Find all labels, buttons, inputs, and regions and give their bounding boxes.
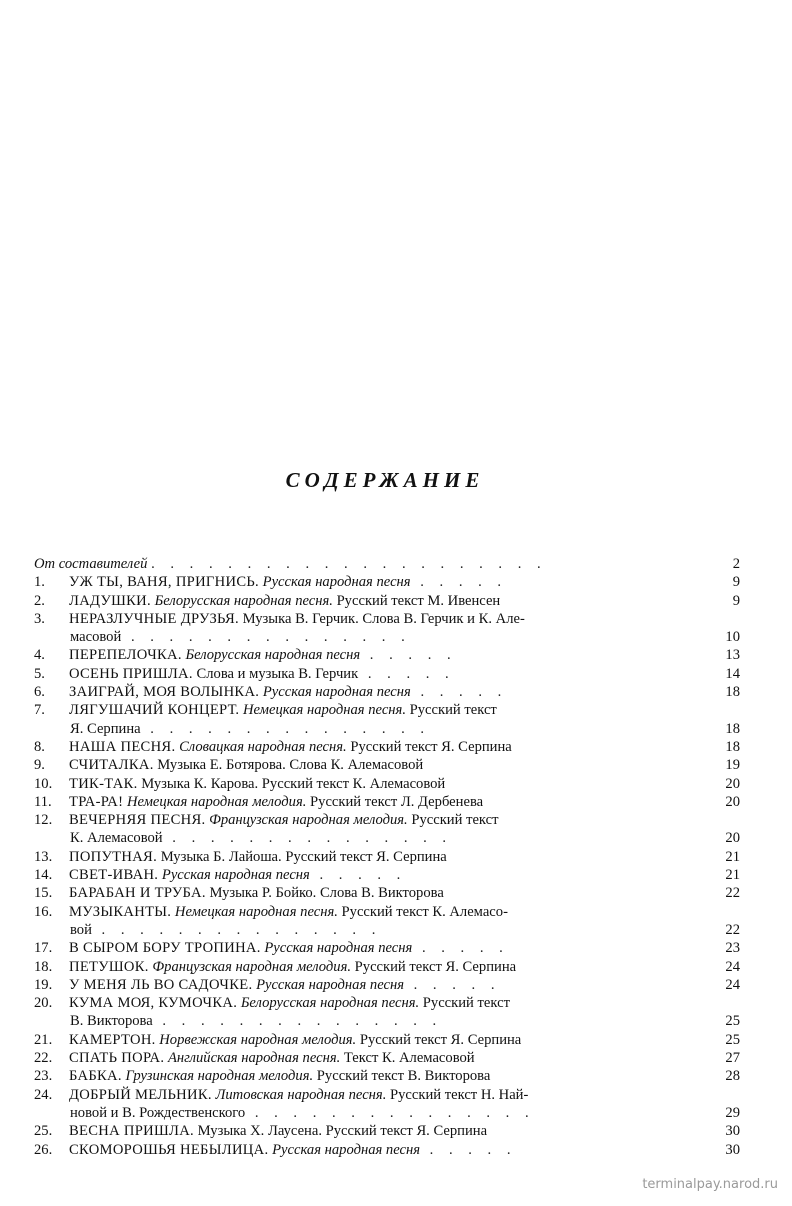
toc-entry [34, 1031, 740, 1049]
toc-entry-title: МУЗЫКАНТЫ. [69, 903, 172, 920]
toc-entry-number: 12. [34, 812, 53, 829]
toc-entry-description: Музыка Х. Лаусена. Русский текст Я. Серпина [197, 1123, 488, 1140]
toc-entry-description: Немецкая народная песня. Русский текст К. Алемасо- [174, 903, 508, 920]
toc-entry-number: 16. [34, 903, 53, 920]
toc-entry-title: ВЕЧЕРНЯЯ ПЕСНЯ. [69, 812, 206, 829]
toc-entry-number: 13. [34, 848, 53, 865]
page-title: СОДЕРЖАНИЕ [285, 468, 485, 492]
toc-entry-title: ОСЕНЬ ПРИШЛА. [69, 665, 193, 682]
toc-entry-description: Белорусская народная песня. Русский текст М. Ивенсен [154, 592, 501, 609]
toc-entry-number: 4. [34, 647, 45, 664]
toc-entry-number: 2. [34, 592, 45, 609]
toc-page-number: 24 [725, 958, 740, 975]
toc-entry [34, 1049, 740, 1067]
toc-entry-title: ТИК-ТАК. [69, 775, 138, 792]
toc-entry [34, 1141, 740, 1159]
dot-leader: . . . . . [410, 684, 508, 701]
toc-page-number: 19 [725, 757, 740, 774]
toc-entry-number: 19. [34, 976, 53, 993]
dot-leader: . . . . . [309, 867, 407, 884]
toc-entry-continuation: вой [70, 921, 92, 938]
toc-entry [34, 793, 740, 811]
toc-entry [34, 775, 740, 793]
toc-entry-description: Английская народная песня. Текст К. Алемасовой [167, 1050, 475, 1067]
toc-entry-continuation: К. Алемасовой [70, 830, 163, 847]
toc-entry-number: 22. [34, 1050, 53, 1067]
watermark: terminalpay.narod.ru [642, 1177, 778, 1192]
toc-entry-description: Музыка В. Герчик. Слова В. Герчик и К. Але- [242, 610, 525, 627]
toc-entry [34, 610, 740, 647]
toc-entry-description: Французская народная мелодия. Русский текст [209, 812, 499, 829]
dot-leader: . . . . . [358, 665, 455, 682]
toc-page-number: 9 [732, 592, 740, 609]
toc-page-number: 22 [725, 921, 740, 938]
toc-entry-title: ТРА-РА! [69, 793, 124, 810]
toc-entry-description: Норвежская народная мелодия. Русский текст Я. Серпина [159, 1031, 522, 1048]
toc-entry-description: Музыка Р. Бойко. Слова В. Викторова [209, 885, 444, 902]
toc-page-number: 29 [725, 1104, 740, 1121]
dot-leader: . . . . . . . . . . . . . . . [121, 629, 411, 646]
toc-entry-number: 24. [34, 1086, 53, 1103]
toc-entry-number: 7. [34, 702, 45, 719]
toc-entry-continuation: новой и В. Рождественского [70, 1104, 246, 1121]
toc-intro-entry [34, 555, 740, 573]
toc-entry-number: 11. [34, 793, 52, 810]
toc-entry [34, 592, 740, 610]
toc-page-number: 21 [725, 867, 740, 884]
toc-intro-label: От составителей [34, 556, 148, 572]
toc-entry-description: Грузинская народная мелодия. Русский текст В. Викторова [125, 1068, 491, 1085]
dot-leader: . . . . . . . . . . . . . . . [152, 1013, 443, 1030]
toc-entry-description: Немецкая народная песня. Русский текст [243, 702, 497, 719]
toc-entry [34, 665, 740, 683]
toc-entry [34, 811, 740, 848]
toc-entry-title: СПАТЬ ПОРА. [69, 1050, 165, 1067]
toc-entry [34, 646, 740, 664]
toc-entry-description: Литовская народная песня. Русский текст Н. Най- [215, 1086, 529, 1103]
toc-entry-description: Словацкая народная песня. Русский текст Я. Серпина [179, 738, 512, 755]
toc-entry-continuation: масовой [70, 629, 122, 646]
toc-page-number: 18 [725, 738, 740, 755]
toc-entry-title: НАША ПЕСНЯ. [69, 738, 176, 755]
toc-entry-number: 3. [34, 610, 45, 627]
toc-entry-title: ПЕРЕПЕЛОЧКА. [69, 647, 182, 664]
toc-entry-continuation: В. Викторова [70, 1013, 153, 1030]
toc-entry-description: Музыка К. Карова. Русский текст К. Алемасовой [141, 775, 446, 792]
toc-entry-title: В СЫРОМ БОРУ ТРОПИНА. [69, 940, 261, 957]
toc-entry-title: СЧИТАЛКА. [69, 757, 154, 774]
toc-entry-title: БАБКА. [69, 1068, 122, 1085]
toc-entry-title: У МЕНЯ ЛЬ ВО САДОЧКЕ. [69, 976, 253, 993]
toc-entry [34, 1067, 740, 1085]
dot-leader: . . . . . [412, 940, 509, 957]
toc-page-number: 21 [725, 848, 740, 865]
toc-entry [34, 903, 740, 940]
toc-entry [34, 701, 740, 738]
toc-entry-title: ЛАДУШКИ. [69, 592, 151, 609]
dot-leader: . . . . . . . . . . . . . . . [162, 830, 453, 847]
dot-leader: . . . . . [420, 1141, 517, 1158]
toc-page-number: 27 [725, 1050, 740, 1067]
toc-entry-title: ЛЯГУШАЧИЙ КОНЦЕРТ. [69, 702, 240, 719]
toc-entry-description: Русская народная песня [262, 684, 411, 701]
toc-entry [34, 994, 740, 1031]
toc-page-number: 13 [725, 647, 740, 664]
toc-entry [34, 976, 740, 994]
toc-entry-continuation: Я. Серпина [70, 720, 141, 737]
toc-entry-number: 1. [34, 574, 45, 591]
toc-entry-description: Французская народная мелодия. Русский текст Я. Серпина [152, 958, 517, 975]
toc-entry-number: 25. [34, 1123, 53, 1140]
toc-entry [34, 848, 740, 866]
toc-entry-description: Слова и музыка В. Герчик [196, 665, 359, 682]
toc-page-number: 20 [725, 775, 740, 792]
toc-page-number: 30 [725, 1123, 740, 1140]
toc-entry-title: УЖ ТЫ, ВАНЯ, ПРИГНИСЬ. [69, 574, 259, 591]
toc-entry-number: 6. [34, 684, 45, 701]
toc-entry-number: 15. [34, 885, 53, 902]
toc-entry-number: 23. [34, 1068, 53, 1085]
toc-page-number: 28 [725, 1068, 740, 1085]
toc-entry-description: Музыка Б. Лайоша. Русский текст Я. Серпина [160, 848, 447, 865]
toc-entry-description: Белорусская народная песня [185, 647, 361, 664]
toc-entry-title: ЗАИГРАЙ, МОЯ ВОЛЫНКА. [69, 684, 260, 701]
toc-entry-title: ПЕТУШОК. [69, 958, 149, 975]
toc-entry-title: ВЕСНА ПРИШЛА. [69, 1123, 195, 1140]
dot-leader: . . . . . [360, 647, 457, 664]
toc-entry-title: КАМЕРТОН. [69, 1031, 156, 1048]
toc-page-number: 23 [725, 940, 740, 957]
toc-entry-number: 21. [34, 1031, 53, 1048]
toc-page-number: 18 [725, 684, 740, 701]
dot-leader: . . . . . . . . . . . . . . . [245, 1104, 535, 1121]
toc-page-number: 30 [725, 1141, 740, 1158]
table-of-contents [34, 555, 740, 1159]
toc-page-number: 20 [725, 830, 740, 847]
toc-entry [34, 738, 740, 756]
toc-entry-description: Русская народная песня [161, 867, 310, 884]
toc-entry-title: СКОМОРОШЬЯ НЕБЫЛИЦА. [69, 1141, 269, 1158]
toc-entry [34, 573, 740, 591]
toc-entry [34, 756, 740, 774]
toc-entry [34, 1122, 740, 1140]
toc-entry-number: 17. [34, 940, 53, 957]
toc-entry [34, 683, 740, 701]
toc-page-number: 24 [725, 976, 740, 993]
toc-entry-description: Музыка Е. Ботярова. Слова К. Алемасовой [157, 757, 424, 774]
toc-entry-title: НЕРАЗЛУЧНЫЕ ДРУЗЬЯ. [69, 610, 239, 627]
dot-leader: . . . . . . . . . . . . . . . . . . . . . [151, 556, 547, 572]
dot-leader: . . . . . . . . . . . . . . . [140, 720, 431, 737]
toc-page-number: 25 [725, 1013, 740, 1030]
toc-page-number: 9 [732, 574, 740, 591]
toc-entry-title: ПОПУТНАЯ. [69, 848, 158, 865]
toc-entry-description: Русская народная песня [262, 574, 411, 591]
toc-page-number: 25 [725, 1031, 740, 1048]
toc-entry-title: ДОБРЫЙ МЕЛЬНИК. [69, 1086, 212, 1103]
toc-page-number: 14 [725, 665, 740, 682]
toc-entry-number: 20. [34, 995, 53, 1012]
toc-entry-number: 18. [34, 958, 53, 975]
dot-leader: . . . . . [403, 976, 501, 993]
toc-entry-number: 10. [34, 775, 53, 792]
toc-entry [34, 1086, 740, 1123]
toc-entry-description: Русская народная песня [272, 1141, 421, 1158]
toc-entry-number: 9. [34, 757, 45, 774]
toc-entry-number: 14. [34, 867, 53, 884]
toc-entry-description: Русская народная песня [256, 976, 404, 993]
dot-leader: . . . . . [410, 574, 508, 591]
toc-page-number: 22 [725, 885, 740, 902]
toc-page-number: 20 [725, 793, 740, 810]
toc-entry [34, 884, 740, 902]
toc-page-number: 18 [725, 720, 740, 737]
toc-entry [34, 866, 740, 884]
toc-entry-description: Немецкая народная мелодия. Русский текст Л. Дербенева [126, 793, 484, 810]
toc-entry-description: Русская народная песня [264, 940, 413, 957]
dot-leader: . . . . . . . . . . . . . . . [91, 921, 382, 938]
toc-page-number: 2 [732, 556, 740, 572]
toc-entry [34, 939, 740, 957]
toc-entry-number: 26. [34, 1141, 53, 1158]
toc-entry-title: БАРАБАН И ТРУБА. [69, 885, 206, 902]
toc-entry-number: 5. [34, 665, 45, 682]
toc-entry-number: 8. [34, 738, 45, 755]
toc-entry-description: Белорусская народная песня. Русский текст [240, 995, 510, 1012]
toc-page-number: 10 [725, 629, 740, 646]
toc-entry-title: КУМА МОЯ, КУМОЧКА. [69, 995, 238, 1012]
toc-entry [34, 958, 740, 976]
toc-entry-title: СВЕТ-ИВАН. [69, 867, 159, 884]
